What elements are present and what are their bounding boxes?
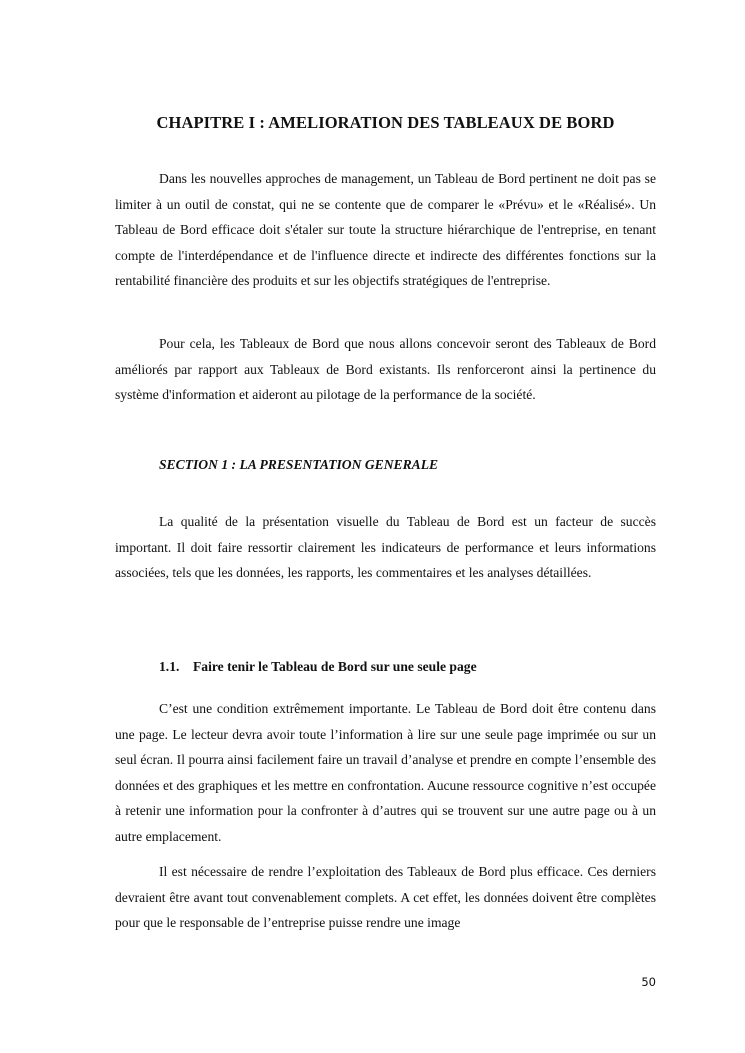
chapter-title: CHAPITRE I : AMELIORATION DES TABLEAUX DE BORD [156,113,615,132]
subsection-title: Faire tenir le Tableau de Bord sur une seule page [193,659,477,674]
section-paragraph-1: La qualité de la présentation visuelle du Tableau de Bord est un facteur de succès important. Il doit faire ressortir clairement les indicateurs de performance et leurs informations associées, tels que les données, les rapports, les commentaires et les analyses détaillées. [115,514,656,580]
subsection-heading [159,659,477,675]
subsection-number: 1.1. [159,659,180,674]
subsection-paragraph-1: C’est une condition extrêmement importante. Le Tableau de Bord doit être contenu dans une page. Le lecteur devra avoir toute l’information à lire sur une seule page imprimée ou sur un seul écran. Il pourra ainsi facilement faire un travail d’analyse et prendre en compte l’ensemble des données et des graphiques et les mettre en confrontation. Aucune ressource cognitive n’est occupée à retenir une information pour la confronter à d’autres qui se trouvent sur une autre page ou à un autre emplacement. [115,701,656,844]
subsection-paragraph-2: Il est nécessaire de rendre l’exploitation des Tableaux de Bord plus efficace. Ces derniers devraient être avant tout convenablement complets. A cet effet, les données doivent être complètes pour que le responsable de l’entreprise puisse rendre une image [115,864,656,930]
page-number: 50 [641,975,656,989]
intro-paragraph-1: Dans les nouvelles approches de management, un Tableau de Bord pertinent ne doit pas se limiter à un outil de constat, qui ne se contente que de comparer le «Prévu» et le «Réalisé». Un Tableau de Bord efficace doit s'étaler sur toute la structure hiérarchique de l'entreprise, en tenant compte de l'interdépendance et de l'influence directe et indirecte des différentes fonctions sur la rentabilité financière des produits et sur les objectifs stratégiques de l'entreprise. [115,171,656,288]
intro-paragraph-2: Pour cela, les Tableaux de Bord que nous allons concevoir seront des Tableaux de Bord améliorés par rapport aux Tableaux de Bord existants. Ils renforceront ainsi la pertinence du système d'information et aideront au pilotage de la performance de la société. [115,336,656,402]
section-title: SECTION 1 : LA PRESENTATION GENERALE [159,457,439,472]
